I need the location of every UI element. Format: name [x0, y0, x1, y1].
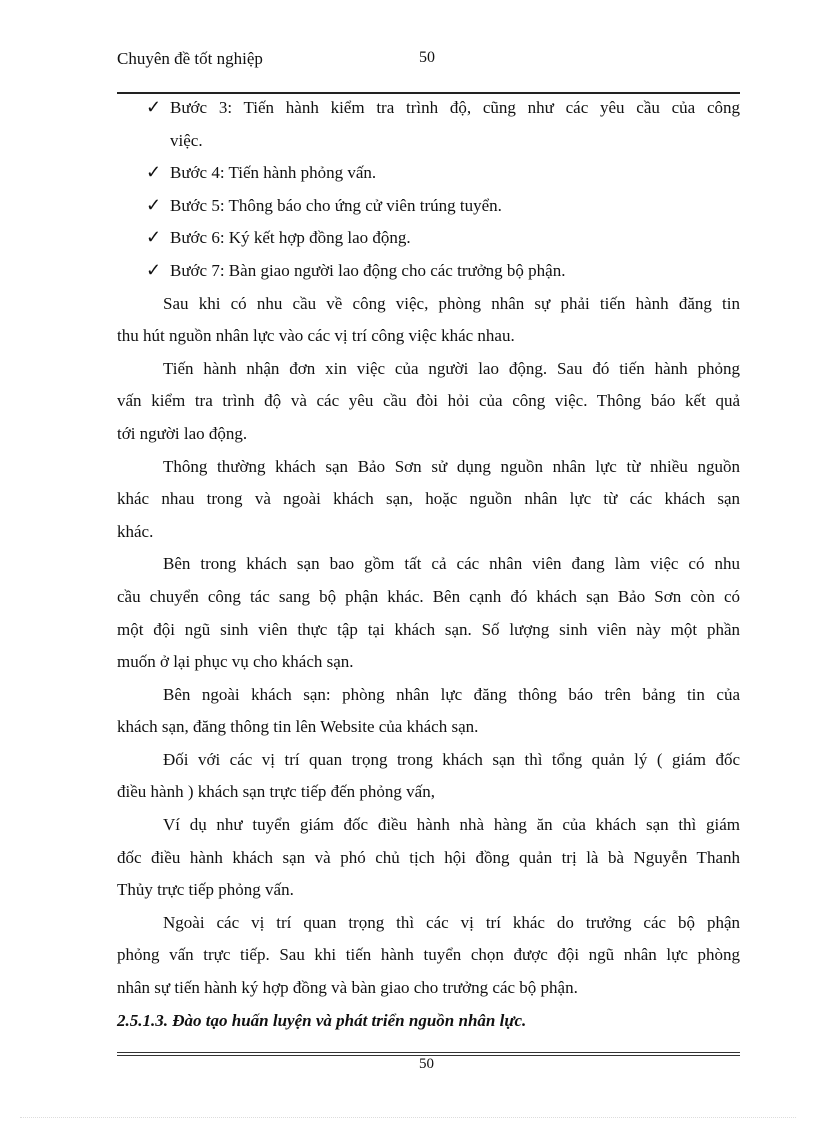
- paragraph-line: Ngoài các vị trí quan trọng thì các vị trí khác do trưởng các bộ phận: [163, 912, 740, 932]
- paragraph-line: Đối với các vị trí quan trọng trong khách sạn thì tổng quản lý ( giám đốc: [163, 749, 740, 769]
- paragraph-line: nhân sự tiến hành ký hợp đồng và bàn giao cho trưởng các bộ phận.: [117, 978, 578, 998]
- step-item: [117, 190, 740, 223]
- checkmark-icon: ✓: [146, 194, 162, 215]
- paragraph-line: Ví dụ như tuyển giám đốc điều hành nhà hàng ăn của khách sạn thì giám: [163, 815, 740, 835]
- paragraph-line: thu hút nguồn nhân lực vào các vị trí công việc khác nhau.: [117, 326, 515, 346]
- paragraph: [117, 679, 740, 744]
- step-text-continuation: việc.: [170, 130, 203, 150]
- step-text: Bước 6: Ký kết hợp đồng lao động.: [170, 228, 411, 248]
- checkmark-icon: ✓: [146, 162, 162, 183]
- paragraph: [117, 548, 740, 678]
- step-item: [117, 92, 740, 125]
- paragraph: [117, 809, 740, 907]
- paragraph-line: Tiến hành nhận đơn xin việc của người lao động. Sau đó tiến hành phỏng: [163, 358, 740, 378]
- paragraph-line: muốn ở lại phục vụ cho khách sạn.: [117, 652, 354, 672]
- document-body: [117, 92, 740, 1037]
- header-page-number: 50: [419, 49, 435, 66]
- step-text: Bước 7: Bàn giao người lao động cho các trưởng bộ phận.: [170, 260, 566, 280]
- step-text: Bước 4: Tiến hành phỏng vấn.: [170, 163, 377, 183]
- paragraph-line: Bên ngoài khách sạn: phòng nhân lực đăng thông báo trên bảng tin của: [163, 684, 740, 704]
- paragraph: [117, 907, 740, 1005]
- paragraph: [117, 288, 740, 353]
- step-item: [117, 157, 740, 190]
- checkmark-icon: ✓: [146, 227, 162, 248]
- paragraph-line: Sau khi có nhu cầu về công việc, phòng nhân sự phải tiến hành đăng tin: [163, 293, 740, 313]
- step-text: Bước 5: Thông báo cho ứng cử viên trúng tuyển.: [170, 195, 502, 215]
- step-text: Bước 3: Tiến hành kiểm tra trình độ, cũng như các yêu cầu của công: [170, 98, 740, 117]
- step-item: [117, 222, 740, 255]
- paragraph-line: Bên trong khách sạn bao gồm tất cả các nhân viên đang làm việc có nhu: [163, 554, 740, 574]
- paragraph-line: tới người lao động.: [117, 423, 248, 443]
- checkmark-icon: ✓: [146, 97, 162, 117]
- paragraph-line: Thông thường khách sạn Bảo Sơn sử dụng nguồn nhân lực từ nhiều nguồn: [163, 456, 740, 476]
- paragraph-line: điều hành ) khách sạn trực tiếp đến phỏng vấn,: [117, 782, 435, 802]
- paragraph-line: cầu chuyển công tác sang bộ phận khác. Bên cạnh đó khách sạn Bảo Sơn còn có: [117, 586, 740, 606]
- paragraph: [117, 744, 740, 809]
- paragraph-line: khác nhau trong và ngoài khách sạn, hoặc nguồn nhân lực từ các khách sạn: [117, 489, 740, 509]
- footer-page-number: 50: [419, 1056, 434, 1072]
- footer-divider: [117, 1052, 740, 1053]
- header-title: Chuyên đề tốt nghiệp: [117, 49, 263, 68]
- paragraph-line: khác.: [117, 521, 154, 541]
- step-item: [117, 255, 740, 288]
- paragraph-line: một đội ngũ sinh viên thực tập tại khách sạn. Số lượng sinh viên này một phần: [117, 619, 740, 639]
- paragraph-line: vấn kiểm tra trình độ và các yêu cầu đòi hỏi của công việc. Thông báo kết quả: [117, 391, 740, 411]
- paragraph-line: đốc điều hành khách sạn và phó chủ tịch hội đồng quản trị là bà Nguyễn Thanh: [117, 847, 740, 867]
- page-edge: [20, 1117, 796, 1118]
- paragraph: [117, 353, 740, 451]
- paragraph-line: phỏng vấn trực tiếp. Sau khi tiến hành tuyển chọn được đội ngũ nhân lực phòng: [117, 945, 740, 965]
- section-heading: 2.5.1.3. Đào tạo huấn luyện và phát triển nguồn nhân lực.: [117, 1010, 527, 1030]
- checkmark-icon: ✓: [146, 259, 162, 280]
- paragraph: [117, 451, 740, 549]
- paragraph-line: Thủy trực tiếp phỏng vấn.: [117, 880, 294, 900]
- paragraph-line: khách sạn, đăng thông tin lên Website của khách sạn.: [117, 717, 479, 737]
